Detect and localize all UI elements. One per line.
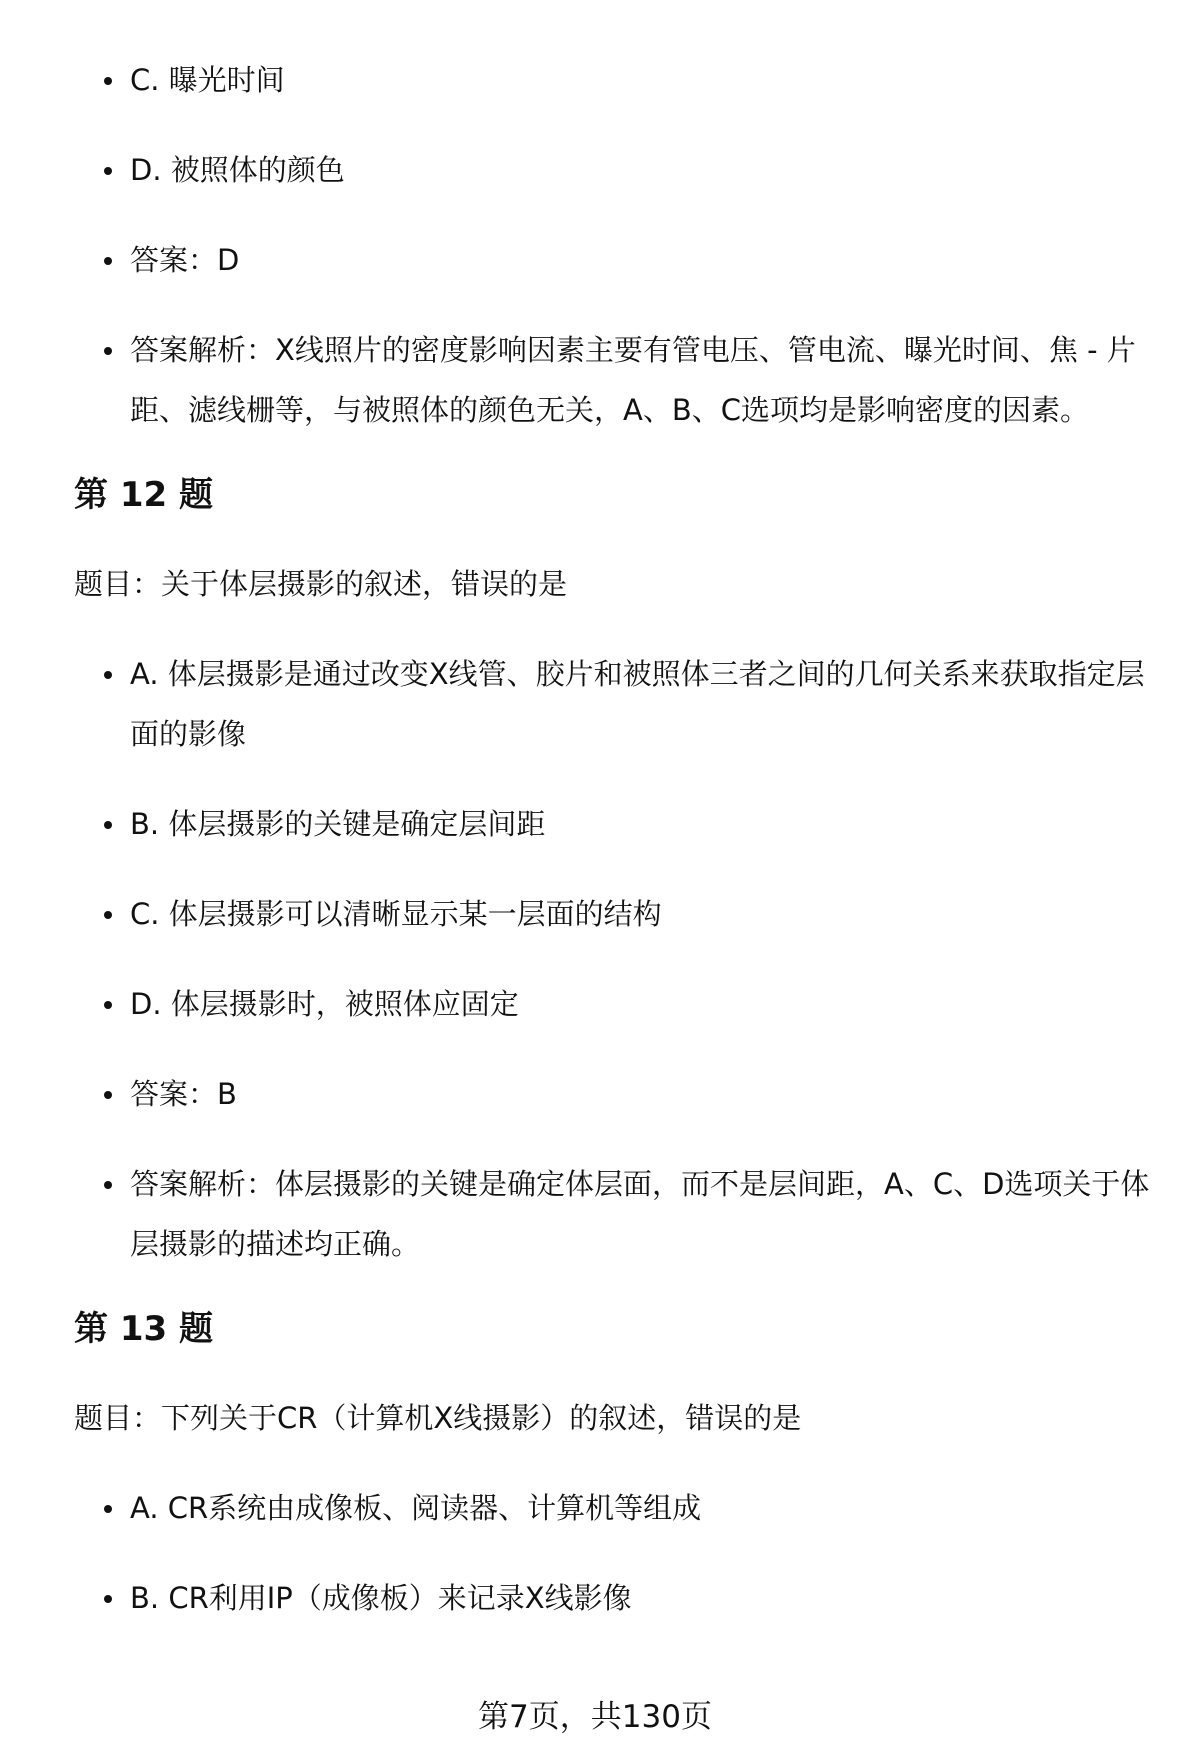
answer-item: 答案：D: [74, 230, 1164, 290]
list-item: A. 体层摄影是通过改变X线管、胶片和被照体三者之间的几何关系来获取指定层面的影像: [74, 644, 1164, 764]
page-number-footer: 第7页，共130页: [478, 1699, 712, 1735]
explanation-item: 答案解析：X线照片的密度影响因素主要有管电压、管电流、曝光时间、焦 - 片距、滤线栅等，与被照体的颜色无关，A、B、C选项均是影响密度的因素。: [74, 320, 1164, 440]
list-item: D. 被照体的颜色: [74, 140, 1164, 200]
list-item: C. 体层摄影可以清晰显示某一层面的结构: [74, 884, 1164, 944]
question-stem: 题目：关于体层摄影的叙述，错误的是: [74, 567, 568, 601]
explanation-item: 答案解析：体层摄影的关键是确定体层面，而不是层间距，A、C、D选项关于体层摄影的描述均正确。: [74, 1154, 1164, 1274]
list-item: C. 曝光时间: [74, 50, 1164, 110]
q12-option-list: [74, 644, 1164, 1274]
question-heading: 第 12 题: [74, 475, 213, 515]
question-heading: 第 13 题: [74, 1309, 213, 1349]
list-item: D. 体层摄影时，被照体应固定: [74, 974, 1164, 1034]
list-item: B. 体层摄影的关键是确定层间距: [74, 794, 1164, 854]
q13-option-list: [74, 1478, 1164, 1628]
list-item: B. CR利用IP（成像板）来记录X线影像: [74, 1568, 1164, 1628]
page-content: [74, 50, 1164, 1658]
question-stem: 题目：下列关于CR（计算机X线摄影）的叙述，错误的是: [74, 1401, 802, 1435]
answer-item: 答案：B: [74, 1064, 1164, 1124]
q11-option-list: [74, 50, 1164, 440]
list-item: A. CR系统由成像板、阅读器、计算机等组成: [74, 1478, 1164, 1538]
